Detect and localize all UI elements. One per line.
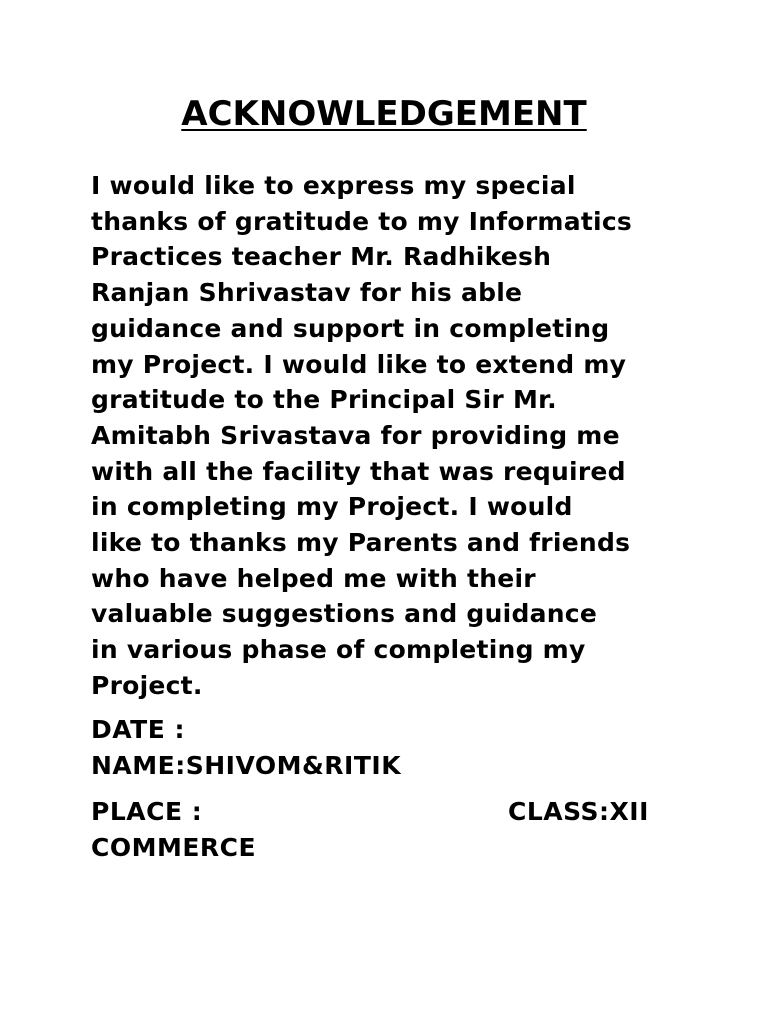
paragraph-line: Practices teacher Mr. Radhikesh xyxy=(91,242,552,272)
paragraph-line: in various phase of completing my xyxy=(91,635,586,665)
paragraph-line: valuable suggestions and guidance xyxy=(91,599,598,629)
paragraph-line: Project. xyxy=(91,670,203,700)
paragraph-line: my Project. I would like to extend my xyxy=(91,349,627,379)
paragraph-line: guidance and support in completing xyxy=(91,313,610,343)
document-title: ACKNOWLEDGEMENT xyxy=(181,94,587,134)
paragraph-line: I would like to express my special xyxy=(91,171,576,200)
class-label: CLASS:XII xyxy=(508,797,649,826)
date-label: DATE : xyxy=(91,715,185,744)
acknowledgement-paragraph xyxy=(91,168,691,704)
date-name-block xyxy=(91,712,691,784)
class-continued: COMMERCE xyxy=(91,833,257,862)
paragraph-line: thanks of gratitude to my Informatics xyxy=(91,206,633,236)
paragraph-line: gratitude to the Principal Sir Mr. xyxy=(91,385,557,415)
paragraph-line: with all the facility that was required xyxy=(91,456,626,486)
place-class-block xyxy=(91,794,691,866)
paragraph-line: Amitabh Srivastava for providing me xyxy=(91,420,620,450)
name-label: NAME:SHIVOM&RITIK xyxy=(91,751,402,780)
paragraph-line: like to thanks my Parents and friends xyxy=(91,528,631,558)
paragraph-line: Ranjan Shrivastav for his able xyxy=(91,278,523,308)
place-label: PLACE : xyxy=(91,797,203,826)
paragraph-line: in completing my Project. I would xyxy=(91,492,573,522)
paragraph-line: who have helped me with their xyxy=(91,563,536,593)
